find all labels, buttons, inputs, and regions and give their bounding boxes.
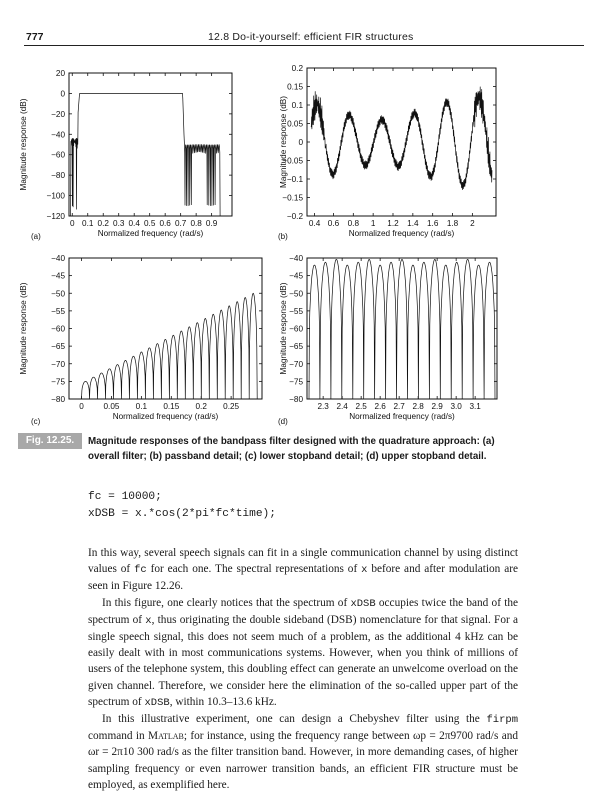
x-tick-label: 0.4 (308, 219, 321, 228)
panel-label: (a) (31, 232, 41, 241)
y-tick-label: −55 (51, 306, 65, 316)
y-tick-label: −40 (51, 254, 65, 263)
x-tick-label: 0.7 (174, 219, 187, 228)
x-tick-label: 0.15 (163, 402, 180, 411)
figure-label: Fig. 12.25. (18, 433, 82, 449)
y-tick-label: −65 (289, 342, 303, 352)
y-tick-label: −80 (51, 171, 65, 181)
y-tick-label: −80 (289, 395, 303, 404)
x-tick-label: 2 (470, 219, 475, 228)
x-tick-label: 0.4 (128, 219, 140, 228)
y-tick-label: −45 (289, 271, 303, 281)
y-tick-label: −120 (46, 212, 65, 221)
panel-label: (d) (278, 417, 288, 426)
body-text (88, 545, 518, 793)
y-tick-label: −50 (51, 289, 65, 299)
x-tick-label: 0.25 (223, 402, 240, 411)
x-axis-label: Normalized frequency (rad/s) (349, 412, 455, 421)
y-tick-label: −0.2 (286, 212, 303, 221)
x-tick-label: 0.2 (195, 402, 207, 411)
figure-caption: Magnitude responses of the bandpass filter designed with the quadrature approach: (a) overall filter; (b) passband detail; (c) lower stopband detail; (d) upper stopband detail. (88, 436, 495, 462)
y-tick-label: −40 (51, 130, 65, 140)
response-curve (309, 259, 495, 399)
x-tick-label: 2.4 (336, 402, 348, 411)
panel-label: (b) (278, 232, 288, 241)
x-tick-label: 0 (79, 402, 84, 411)
x-tick-label: 0.9 (205, 219, 218, 228)
x-tick-label: 0.05 (103, 402, 120, 411)
x-axis-label: Normalized frequency (rad/s) (97, 229, 204, 238)
y-tick-label: −50 (289, 289, 303, 299)
page-number: 777 (26, 31, 44, 43)
y-tick-label: 0 (298, 138, 303, 147)
y-tick-label: −40 (289, 254, 303, 263)
x-tick-label: 0.1 (82, 219, 94, 228)
y-tick-label: 0.05 (287, 119, 303, 129)
x-tick-label: 3.0 (450, 402, 462, 411)
y-tick-label: −80 (51, 395, 65, 404)
y-tick-label: 0 (60, 89, 65, 99)
x-tick-label: 1 (370, 219, 376, 228)
y-tick-label: −45 (51, 271, 65, 281)
plot-frame (307, 68, 496, 216)
x-tick-label: 0 (69, 219, 75, 228)
response-curve (311, 87, 492, 190)
plot-frame (307, 258, 497, 399)
x-tick-label: 2.3 (317, 402, 329, 411)
response-curve (82, 293, 258, 399)
x-tick-label: 0.1 (135, 402, 148, 411)
x-tick-label: 1.4 (407, 219, 419, 228)
x-tick-label: 0.2 (97, 219, 109, 228)
y-tick-label: −0.15 (282, 193, 303, 203)
y-tick-label: −75 (51, 377, 65, 387)
y-tick-label: −0.1 (286, 175, 303, 184)
x-axis-label: Normalized frequency (rad/s) (112, 412, 219, 421)
y-tick-label: −60 (51, 324, 65, 334)
y-tick-label: 0.15 (287, 82, 303, 92)
y-tick-label: −20 (51, 109, 65, 119)
y-tick-label: −65 (51, 342, 65, 352)
plot-panel (69, 258, 262, 399)
panel-label: (c) (31, 417, 41, 426)
x-tick-label: 1.8 (446, 219, 459, 228)
x-tick-label: 1.2 (387, 219, 399, 228)
x-tick-label: 0.3 (113, 219, 125, 228)
x-tick-label: 0.8 (347, 219, 360, 228)
y-tick-label: −75 (289, 377, 303, 387)
plot-panel (307, 68, 496, 216)
y-tick-label: 0.2 (291, 64, 303, 73)
code-line: fc = 10000; (88, 491, 162, 503)
code-line: xDSB = x.*cos(2*pi*fc*time); (88, 508, 276, 520)
x-tick-label: 0.8 (190, 219, 202, 228)
y-axis-label: Magnitude response (dB) (19, 98, 28, 191)
response-curve (69, 93, 232, 216)
x-tick-label: 0.6 (327, 219, 340, 228)
paragraph: In this figure, one clearly notices that the spectrum of xDSB occupies twice the band of the spectrum of x, thus originating the double sideband (DSB) nomenclature for that signal. For a single speech signal, this does not seem much of a problem, as the additional 4 kHz can be easily dealt with in most communications systems. However, when you think of millions of users of the telephone system, this doubling effect can generate an unwelcome overload on the given channel. Therefore, we consider here the elimination of the so-called upper part of the spectrum of xDSB, within 10.3–13.6 kHz. (88, 596, 518, 709)
y-axis-label: Magnitude response (dB) (279, 96, 288, 188)
y-tick-label: 20 (55, 69, 65, 78)
running-head: 12.8 Do-it-yourself: efficient FIR structures (208, 31, 414, 43)
y-tick-label: −0.05 (282, 156, 303, 166)
x-tick-label: 1.6 (426, 219, 439, 228)
x-axis-label: Normalized frequency (rad/s) (348, 229, 455, 238)
y-tick-label: −70 (289, 359, 303, 369)
y-axis-label: Magnitude response (dB) (279, 282, 288, 375)
paragraph: In this illustrative experiment, one can design a Chebyshev filter using the firpm command in Matlab; for instance, using the frequency range between ωp = 2π9700 rad/s and ωr = 2π10 300 rad/s as the filter transition band. However, in more demanding cases, of higher sampling frequency or even narrower transition bands, an efficient FIR structure must be employed, as exemplified here. (88, 713, 519, 791)
x-tick-label: 3.1 (469, 402, 481, 411)
y-tick-label: −100 (46, 191, 65, 201)
x-tick-label: 2.6 (374, 402, 386, 411)
x-tick-label: 2.7 (393, 402, 405, 411)
y-tick-label: −70 (51, 359, 65, 369)
y-tick-label: 0.1 (291, 101, 303, 110)
y-axis-label: Magnitude response (dB) (19, 282, 28, 375)
plot-panel (69, 73, 232, 216)
x-tick-label: 2.9 (431, 402, 443, 411)
x-tick-label: 2.8 (412, 402, 424, 411)
plot-panel (307, 258, 497, 399)
x-tick-label: 2.5 (355, 402, 367, 411)
x-tick-label: 0.6 (159, 219, 171, 228)
y-tick-label: −60 (289, 324, 303, 334)
x-tick-label: 0.5 (143, 219, 156, 228)
y-tick-label: −60 (51, 150, 65, 160)
paragraph: In this way, several speech signals can fit in a single communication channel by using distinct values of fc for each one. The spectral representations of x before and after modulation are seen in Figure 12.26. (88, 547, 518, 593)
y-tick-label: −55 (289, 306, 303, 316)
